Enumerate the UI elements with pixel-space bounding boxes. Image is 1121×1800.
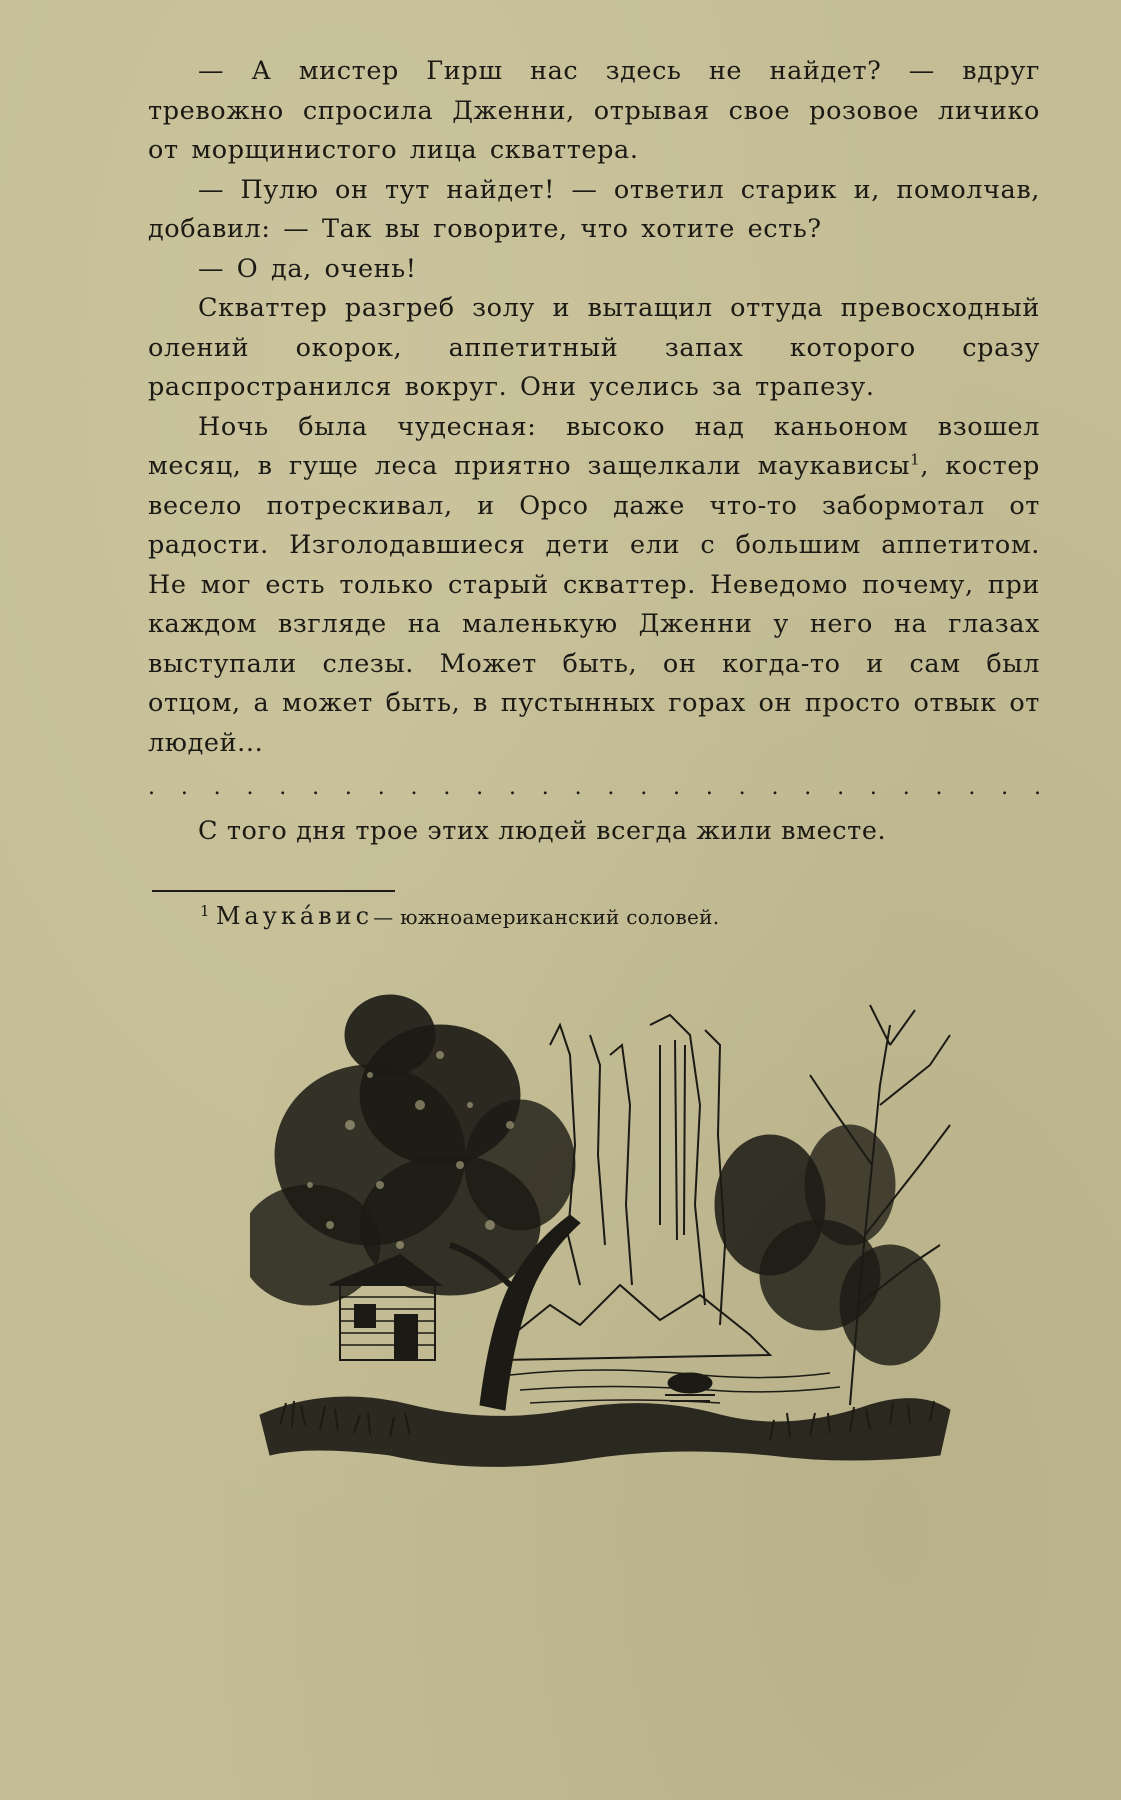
section-separator-dots: . . . . . . . . . . . . . . . . . . . . . . . . . . . . (148, 774, 1041, 800)
footnote-dash: — (373, 905, 394, 929)
sun-reflection (668, 1373, 712, 1393)
cliff-waterfall (550, 1015, 725, 1325)
right-tree-canopy (715, 1125, 940, 1365)
paragraph-2: — Пулю он тут найдет! — ответил старик и, помолчав, добавил: — Так вы говорите, что хотите есть? (148, 174, 1040, 244)
night-text-end: , костер весело потрескивал, и Орсо даже что-то забормотал от радости. Изголодавшиеся дети ели с большим аппетитом. Не мог есть только старый скваттер. Неведомо почему, при каждом взгляде на маленькую Дженни у него на глазах выступали слезы. Может быть, он когда-то и сам был отцом, а может быть, в пустынных горах он просто отвык от людей... (148, 451, 1040, 758)
paragraph-4: Скваттер разгреб золу и вытащил оттуда превосходный олений окорок, аппетитный запах которого сразу распространился вокруг. Они уселись за трапезу. (148, 293, 1040, 402)
footnote-term: Маука́вис (215, 902, 374, 930)
paragraph-5 (148, 408, 1040, 764)
footnote (200, 898, 719, 935)
closing-line: С того дня трое этих людей всегда жили вместе. (198, 816, 887, 846)
footnote-definition: южноамериканский соловей. (400, 905, 720, 929)
footnote-number: 1 (200, 902, 210, 921)
night-text-start: Ночь была чудесная: высоко над каньоном взошел месяц, в гуще леса приятно защелкали маукависы (148, 411, 1040, 481)
paragraph-3: — О да, очень! (198, 253, 417, 284)
footnote-rule (152, 890, 395, 892)
paragraph-1: — А мистер Гирш нас здесь не найдет? — вдруг тревожно спросила Дженни, отрывая свое розовое личико от морщинистого лица скваттера. (148, 56, 1040, 165)
footnote-reference[interactable]: 1 (910, 450, 921, 469)
ground-foreground (260, 1397, 950, 1466)
body-text (148, 52, 1040, 851)
woodcut-landscape-illustration (250, 985, 960, 1485)
distant-mountains (500, 1285, 770, 1360)
